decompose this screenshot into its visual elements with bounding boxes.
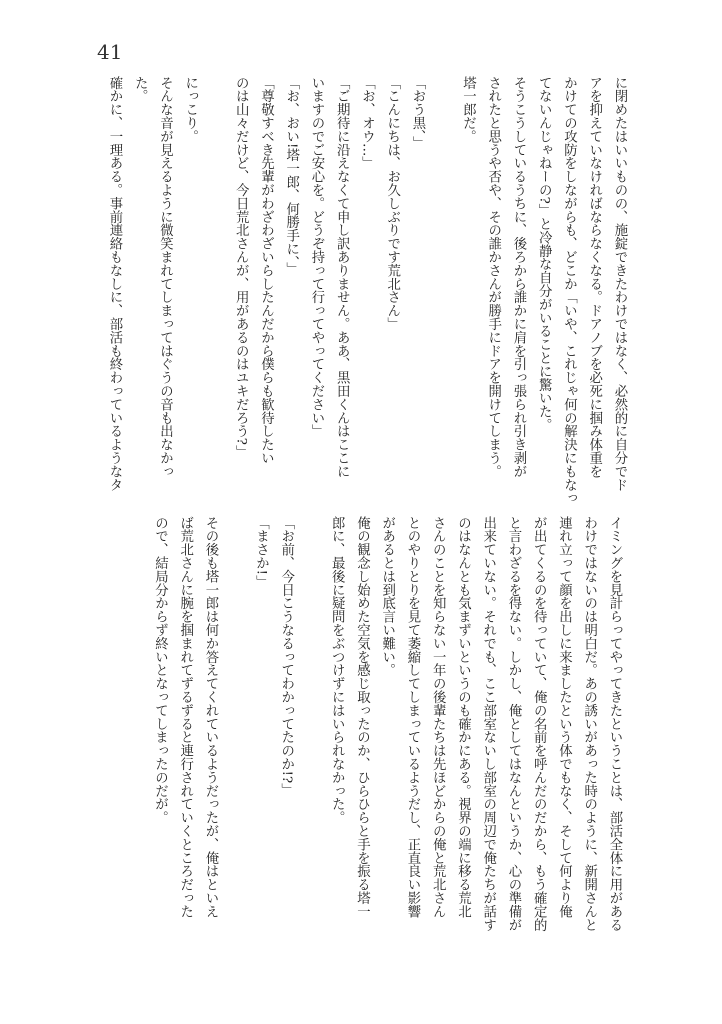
text-column: ので、結局分からず終いとなってしまったのだが。 bbox=[152, 516, 168, 825]
page-number: 41 bbox=[97, 40, 123, 64]
text-column bbox=[299, 516, 324, 966]
text-column: 塔一郎だ。 bbox=[460, 76, 476, 143]
text-column: イミングを見計らってやってきたということは、部活全体に用がある bbox=[607, 516, 622, 932]
text-column: いますのでご安心を。どうぞ持って行ってやってください」 bbox=[309, 76, 324, 438]
text-column: 連れ立って顔を出しに来ましたという体でもなく、そして何より俺 bbox=[556, 516, 572, 918]
text-column: 「お、おい!塔一郎、何勝手に、」 bbox=[283, 76, 299, 276]
text-column: 「尊敬すべき先輩がわざわざいらしたんだから僕らも歓待したい bbox=[258, 76, 274, 465]
text-column: と言わざるを得ない。しかし、俺としてはなんというか、心の準備が bbox=[506, 516, 521, 932]
text-column: てないんじゃねーの?」と冷静な自分がいることに驚いた。 bbox=[536, 76, 552, 432]
text-block-top bbox=[102, 76, 632, 505]
text-column: ば荒北さんに腕を掴まれてずるずると連行されていくところだった bbox=[177, 516, 193, 918]
text-column: のはなんとも気まずいというのも確かにある。視界の端に移る荒北 bbox=[455, 516, 471, 918]
text-column: わけではないのは明白だ。あの誘いがあった時のように、新開さんと bbox=[581, 516, 597, 932]
text-column: さんのことを知らない一年の後輩たちは先ほどからの俺と荒北さん bbox=[430, 516, 446, 918]
text-column: 「お前、今日こうなるってわかってたのか!?」 bbox=[278, 516, 294, 797]
text-column bbox=[203, 76, 228, 501]
text-column: されたと思うや否や、その誰かさんが勝手にドアを開けてしまう。 bbox=[485, 76, 501, 478]
text-column: のは山々だけど、今日荒北さんが、用があるのはユキだろう?」 bbox=[233, 76, 249, 459]
text-column: があるとは到底言い難い。 bbox=[379, 516, 395, 677]
text-column: とのやりとりを見て萎縮してしまっているようだし、正直良い影響 bbox=[405, 516, 420, 918]
text-column bbox=[430, 76, 455, 501]
text-column: に閉めたはいいものの、施錠できたわけではなく、必然的に自分でド bbox=[612, 76, 627, 492]
text-column: 出来ていない。それでも、ここ部室ないし部室の周辺で俺たちが話す bbox=[480, 516, 496, 932]
text-column: 郎に、最後に疑問をぶつけずにはいられなかった。 bbox=[329, 516, 345, 825]
text-column: 「ご期待に沿えなくて申し訳ありません。ああ、黒田くんはここに bbox=[334, 76, 350, 478]
text-column: た。 bbox=[132, 76, 148, 103]
text-column: 確かに、一理ある。事前連絡もなしに、部活も終わっているようなタ bbox=[107, 76, 122, 492]
text-column: そうこうしているうちに、後ろから誰かに肩を引っ張られ引き剥が bbox=[511, 76, 526, 478]
text-column: そんな音が見えるように微笑まれてしまってはぐうの音も出なかっ bbox=[157, 76, 173, 478]
text-column: 「まさか!」 bbox=[253, 516, 269, 589]
text-column: が出てくるのを待っていて、俺の名前を呼んだのだから、もう確定的 bbox=[531, 516, 547, 932]
text-column: アを抑えていなければならなくなる。ドアノブを必死に掴み体重を bbox=[586, 76, 602, 478]
text-column: その後も塔一郎は何か答えてくれているようだったが、俺はといえ bbox=[203, 516, 218, 918]
text-column: 俺の観念し始めた空気を感じ取ったのか、ひらひらと手を振る塔一 bbox=[354, 516, 370, 918]
text-column: にっこり。 bbox=[182, 76, 198, 143]
text-column: 「お、オウ…」 bbox=[359, 76, 375, 170]
text-column bbox=[223, 516, 248, 966]
text-column: 「おう黒、」 bbox=[410, 76, 425, 150]
text-column: かけての攻防をしながらも、どこか「いや、これじゃ何の解決にもなっ bbox=[561, 76, 577, 505]
text-column: 「こんにちは、お久しぶりです荒北さん」 bbox=[384, 76, 400, 331]
text-block-bottom bbox=[147, 516, 627, 966]
